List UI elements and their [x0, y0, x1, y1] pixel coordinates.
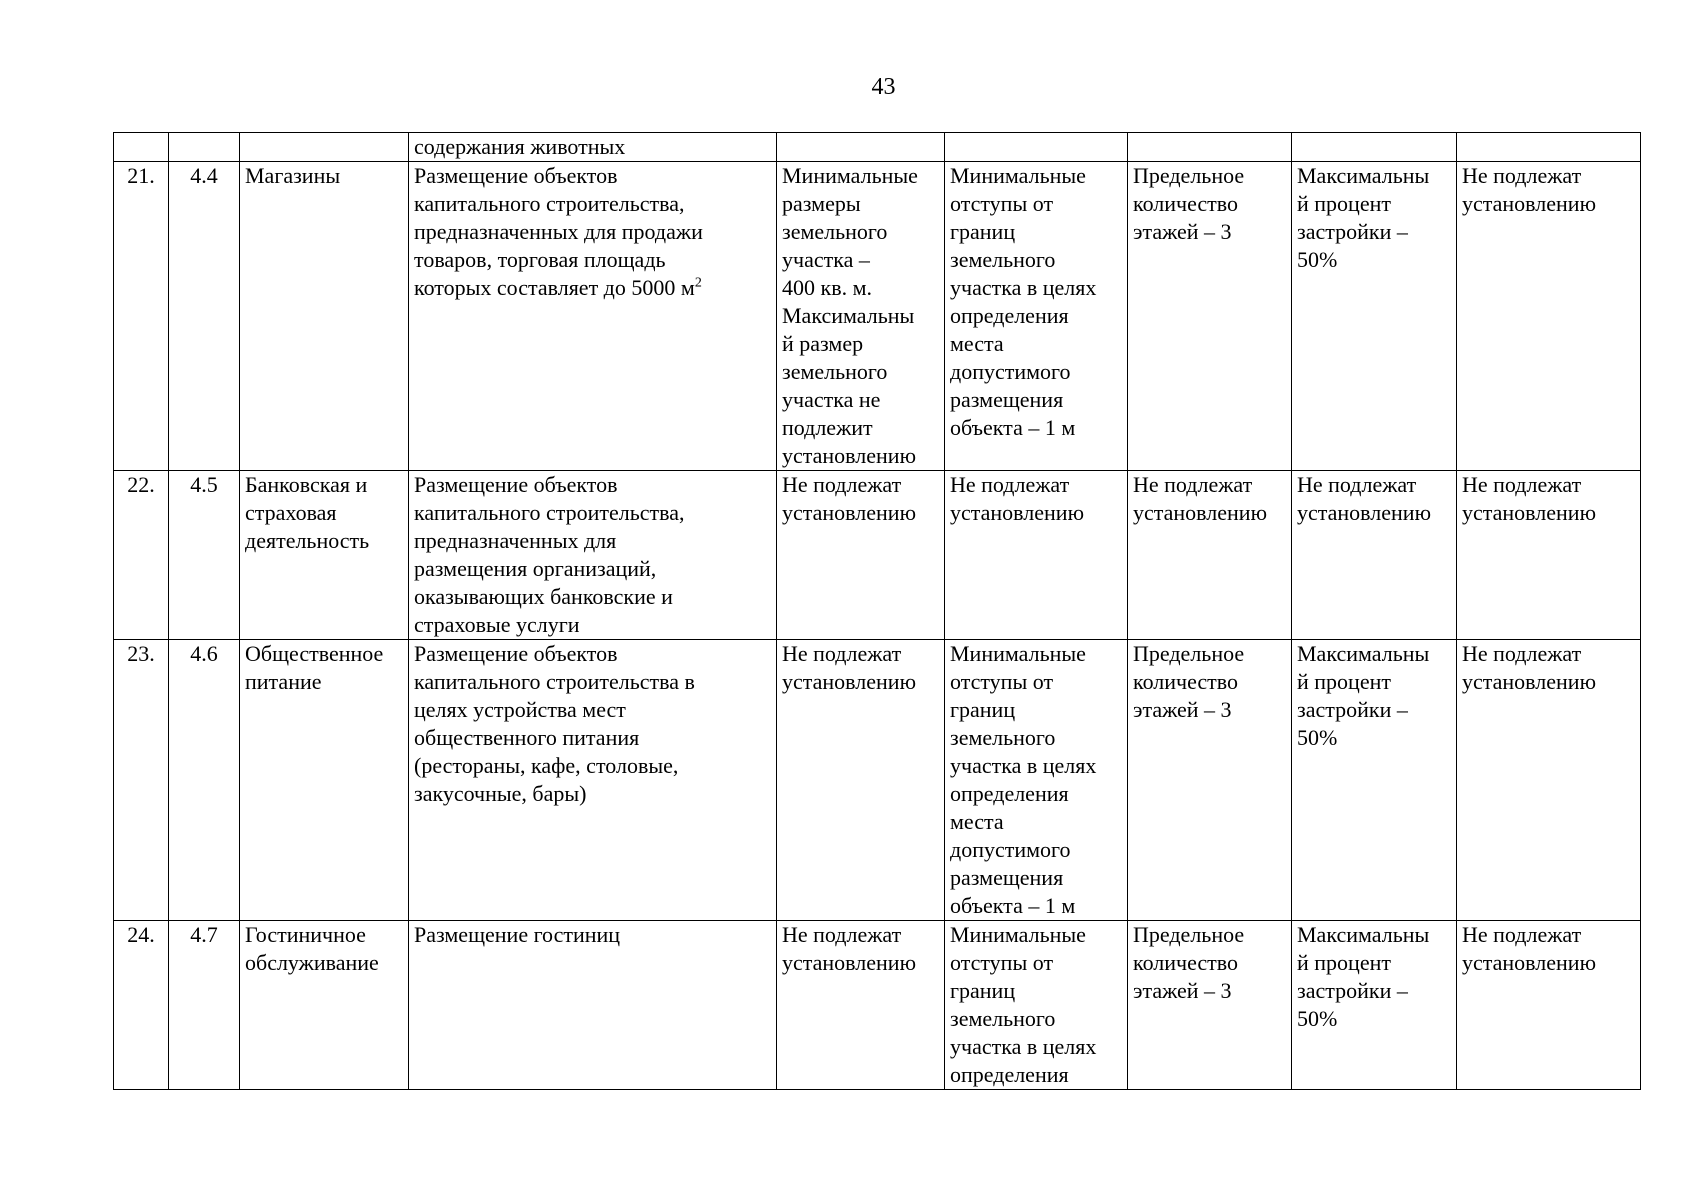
- cell-line: определения: [950, 1062, 1069, 1087]
- cell-line: земельного: [782, 359, 888, 384]
- cell-num: 22.: [114, 471, 169, 640]
- cell-line: закусочные, бары): [414, 781, 587, 806]
- cell-line: Не подлежат: [1462, 163, 1582, 188]
- cell-other: [1457, 162, 1641, 471]
- cell-num: 24.: [114, 921, 169, 1090]
- cell-num: 23.: [114, 640, 169, 921]
- cell-line: капитального строительства,: [414, 500, 685, 525]
- cell-line: Банковская и: [245, 472, 368, 497]
- cell-other: [1457, 133, 1641, 162]
- cell-line: Общественное: [245, 641, 384, 666]
- cell-line: количество: [1133, 669, 1239, 694]
- cell-line: размещения организаций,: [414, 556, 657, 581]
- cell-other: [1457, 471, 1641, 640]
- cell-plot-size: [777, 921, 945, 1090]
- cell-line: застройки –: [1297, 978, 1408, 1003]
- cell-line: Не подлежат: [782, 472, 902, 497]
- cell-line: установлению: [782, 950, 917, 975]
- cell-description: [409, 921, 777, 1090]
- cell-line: установлению: [782, 500, 917, 525]
- cell-other: [1457, 921, 1641, 1090]
- cell-line: размещения: [950, 865, 1064, 890]
- cell-line: капитального строительства в: [414, 669, 695, 694]
- cell-line: установлению: [782, 669, 917, 694]
- cell-line: Не подлежат: [1462, 922, 1582, 947]
- cell-line: капитального строительства,: [414, 191, 685, 216]
- cell-line: границ: [950, 978, 1016, 1003]
- cell-code: 4.5: [169, 471, 240, 640]
- cell-description: [409, 640, 777, 921]
- cell-code: [169, 133, 240, 162]
- cell-line: установлению: [1462, 191, 1597, 216]
- cell-line: Не подлежат: [1133, 472, 1253, 497]
- cell-line: определения: [950, 303, 1069, 328]
- cell-plot-size: [777, 162, 945, 471]
- cell-line: Максимальны: [782, 303, 915, 328]
- cell-line: количество: [1133, 950, 1239, 975]
- cell-line: установлению: [1462, 950, 1597, 975]
- cell-line: Не подлежат: [1462, 641, 1582, 666]
- cell-line: установлению: [1133, 500, 1268, 525]
- cell-line: застройки –: [1297, 697, 1408, 722]
- cell-code: 4.4: [169, 162, 240, 471]
- cell-line: допустимого: [950, 359, 1071, 384]
- cell-line: Не подлежат: [1297, 472, 1417, 497]
- table-row: [114, 921, 1641, 1090]
- cell-line: Максимальны: [1297, 163, 1430, 188]
- cell-line: участка в целях: [950, 275, 1097, 300]
- cell-line: объекта – 1 м: [950, 893, 1076, 918]
- cell-setbacks: [945, 162, 1128, 471]
- cell-line: деятельность: [245, 528, 370, 553]
- cell-line: питание: [245, 669, 322, 694]
- page-number: 43: [871, 74, 896, 100]
- cell-line: отступы от: [950, 191, 1054, 216]
- cell-line: Размещение объектов: [414, 641, 618, 666]
- cell-line: предназначенных для продажи: [414, 219, 703, 244]
- cell-line: Магазины: [245, 163, 341, 188]
- cell-line: Минимальные: [782, 163, 918, 188]
- cell-line: границ: [950, 697, 1016, 722]
- cell-name: [240, 162, 409, 471]
- cell-line: участка –: [782, 247, 870, 272]
- cell-line: общественного питания: [414, 725, 640, 750]
- cell-line: страховая: [245, 500, 337, 525]
- cell-line: предназначенных для: [414, 528, 617, 553]
- cell-line: страховые услуги: [414, 612, 580, 637]
- cell-line: й процент: [1297, 950, 1391, 975]
- cell-line: 50%: [1297, 1006, 1338, 1031]
- cell-line: Гостиничное: [245, 922, 366, 947]
- cell-description: содержания животных: [409, 133, 777, 162]
- cell-floors: [1128, 921, 1292, 1090]
- cell-line: Размещение объектов: [414, 472, 618, 497]
- cell-line: 400 кв. м.: [782, 275, 872, 300]
- cell-floors: [1128, 162, 1292, 471]
- superscript: 2: [694, 275, 702, 291]
- cell-line: Максимальны: [1297, 641, 1430, 666]
- cell-floors: [1128, 133, 1292, 162]
- cell-coverage: [1292, 471, 1457, 640]
- cell-floors: [1128, 640, 1292, 921]
- cell-code: 4.7: [169, 921, 240, 1090]
- cell-line: й процент: [1297, 669, 1391, 694]
- cell-line: установлению: [950, 500, 1085, 525]
- table-row: [114, 162, 1641, 471]
- cell-line: Не подлежат: [782, 641, 902, 666]
- cell-setbacks: [945, 133, 1128, 162]
- cell-line: границ: [950, 219, 1016, 244]
- cell-description: [409, 471, 777, 640]
- cell-line: размеры: [782, 191, 861, 216]
- cell-line: Минимальные: [950, 641, 1086, 666]
- cell-line: установлению: [782, 443, 917, 468]
- cell-line: количество: [1133, 191, 1239, 216]
- cell-coverage: [1292, 133, 1457, 162]
- cell-line: земельного: [950, 725, 1056, 750]
- cell-line: этажей – 3: [1133, 697, 1232, 722]
- cell-setbacks: [945, 921, 1128, 1090]
- cell-line: Предельное: [1133, 922, 1245, 947]
- cell-line: этажей – 3: [1133, 219, 1232, 244]
- cell-line: й процент: [1297, 191, 1391, 216]
- cell-line: допустимого: [950, 837, 1071, 862]
- continuation-row: [114, 133, 1641, 162]
- cell-line: земельного: [950, 1006, 1056, 1031]
- cell-coverage: [1292, 921, 1457, 1090]
- cell-line: (рестораны, кафе, столовые,: [414, 753, 679, 778]
- cell-line: товаров, торговая площадь: [414, 247, 666, 272]
- cell-line: Предельное: [1133, 163, 1245, 188]
- cell-line: объекта – 1 м: [950, 415, 1076, 440]
- cell-line: которых составляет до 5000 $м^2$: [414, 275, 702, 300]
- cell-code: 4.6: [169, 640, 240, 921]
- cell-line: Размещение гостиниц: [414, 922, 621, 947]
- cell-coverage: [1292, 162, 1457, 471]
- cell-line: целях устройства мест: [414, 697, 626, 722]
- cell-line: участка в целях: [950, 1034, 1097, 1059]
- cell-line: Минимальные: [950, 163, 1086, 188]
- cell-line: места: [950, 331, 1004, 356]
- cell-name: [240, 471, 409, 640]
- cell-floors: [1128, 471, 1292, 640]
- cell-setbacks: [945, 640, 1128, 921]
- cell-num: [114, 133, 169, 162]
- cell-line: оказывающих банковские и: [414, 584, 673, 609]
- cell-line: Размещение объектов: [414, 163, 618, 188]
- cell-line: обслуживание: [245, 950, 379, 975]
- cell-name: [240, 133, 409, 162]
- cell-line: места: [950, 809, 1004, 834]
- cell-line: установлению: [1297, 500, 1432, 525]
- cell-num: 21.: [114, 162, 169, 471]
- cell-plot-size: [777, 133, 945, 162]
- cell-plot-size: [777, 640, 945, 921]
- cell-line: земельного: [782, 219, 888, 244]
- cell-other: [1457, 640, 1641, 921]
- cell-line: определения: [950, 781, 1069, 806]
- cell-line: участка в целях: [950, 753, 1097, 778]
- cell-line: Не подлежат: [950, 472, 1070, 497]
- cell-name: [240, 640, 409, 921]
- cell-line: Максимальны: [1297, 922, 1430, 947]
- cell-plot-size: [777, 471, 945, 640]
- cell-line: Не подлежат: [782, 922, 902, 947]
- cell-setbacks: [945, 471, 1128, 640]
- cell-line: установлению: [1462, 669, 1597, 694]
- cell-line: размещения: [950, 387, 1064, 412]
- cell-line: установлению: [1462, 500, 1597, 525]
- table-row: [114, 471, 1641, 640]
- cell-line: 50%: [1297, 725, 1338, 750]
- land-use-table: [113, 132, 1641, 1090]
- cell-line: застройки –: [1297, 219, 1408, 244]
- cell-line: Предельное: [1133, 641, 1245, 666]
- cell-line: земельного: [950, 247, 1056, 272]
- cell-line: отступы от: [950, 950, 1054, 975]
- cell-coverage: [1292, 640, 1457, 921]
- cell-description: [409, 162, 777, 471]
- cell-line: участка не: [782, 387, 881, 412]
- cell-line: отступы от: [950, 669, 1054, 694]
- cell-name: [240, 921, 409, 1090]
- cell-line: 50%: [1297, 247, 1338, 272]
- cell-line: подлежит: [782, 415, 873, 440]
- cell-line: Минимальные: [950, 922, 1086, 947]
- cell-line: й размер: [782, 331, 864, 356]
- table-row: [114, 640, 1641, 921]
- cell-line: Не подлежат: [1462, 472, 1582, 497]
- cell-line: этажей – 3: [1133, 978, 1232, 1003]
